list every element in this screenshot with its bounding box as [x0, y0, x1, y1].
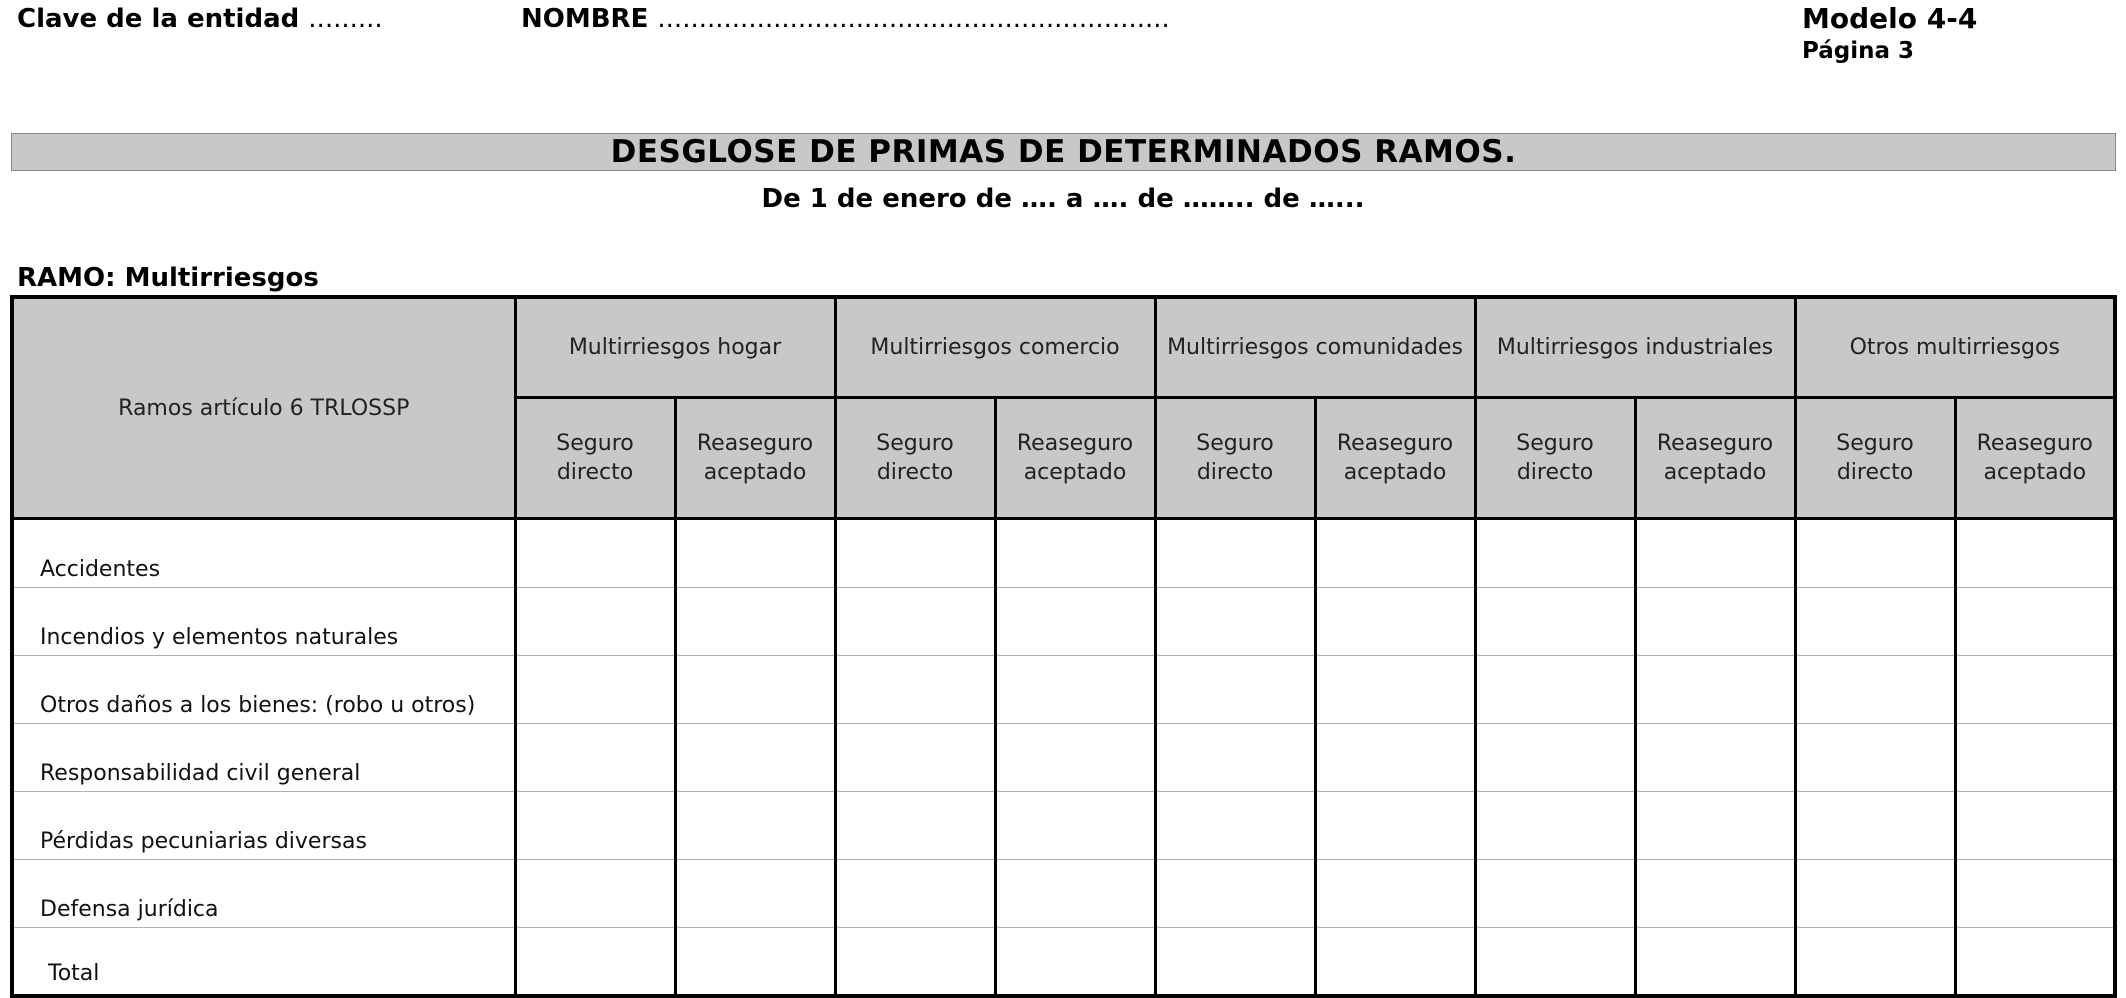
value-cell[interactable]	[1155, 588, 1315, 656]
value-cell[interactable]	[675, 928, 835, 997]
modelo-label: Modelo 4-4	[1802, 2, 1978, 35]
value-cell[interactable]	[835, 860, 995, 928]
pagina-label: Página 3	[1802, 38, 1915, 64]
row-label: Incendios y elementos naturales	[12, 588, 515, 656]
nombre-label: NOMBRE	[521, 4, 649, 34]
value-cell[interactable]	[1795, 860, 1955, 928]
table-row	[12, 860, 2115, 928]
group-header-hogar: Multirriesgos hogar	[515, 297, 835, 398]
value-cell[interactable]	[1635, 519, 1795, 588]
subheader-seguro-directo: Seguro directo	[1475, 398, 1635, 519]
value-cell[interactable]	[1635, 928, 1795, 997]
value-cell[interactable]	[1155, 656, 1315, 724]
value-cell[interactable]	[995, 656, 1155, 724]
value-cell[interactable]	[1955, 792, 2115, 860]
value-cell[interactable]	[1795, 928, 1955, 997]
total-label: Total	[48, 961, 100, 986]
value-cell[interactable]	[1475, 792, 1635, 860]
value-cell[interactable]	[675, 724, 835, 792]
value-cell[interactable]	[1955, 724, 2115, 792]
table-body	[12, 519, 2115, 997]
value-cell[interactable]	[675, 860, 835, 928]
value-cell[interactable]	[835, 656, 995, 724]
value-cell[interactable]	[1955, 519, 2115, 588]
value-cell[interactable]	[1315, 860, 1475, 928]
page-title: DESGLOSE DE PRIMAS DE DETERMINADOS RAMOS.	[11, 133, 2116, 171]
value-cell[interactable]	[1795, 588, 1955, 656]
total-row	[12, 928, 2115, 997]
value-cell[interactable]	[1635, 860, 1795, 928]
value-cell[interactable]	[1155, 860, 1315, 928]
value-cell[interactable]	[1155, 519, 1315, 588]
primas-table	[10, 295, 2117, 998]
value-cell[interactable]	[1955, 860, 2115, 928]
row-label: Defensa jurídica	[12, 860, 515, 928]
value-cell[interactable]	[515, 519, 675, 588]
table-row	[12, 519, 2115, 588]
group-header-comercio: Multirriesgos comercio	[835, 297, 1155, 398]
value-cell[interactable]	[995, 792, 1155, 860]
value-cell[interactable]	[835, 588, 995, 656]
group-header-industriales: Multirriesgos industriales	[1475, 297, 1795, 398]
nombre-entidad	[521, 4, 1170, 34]
value-cell[interactable]	[1475, 519, 1635, 588]
value-cell[interactable]	[675, 519, 835, 588]
value-cell[interactable]	[1795, 792, 1955, 860]
value-cell[interactable]	[995, 588, 1155, 656]
group-header-otros: Otros multirriesgos	[1795, 297, 2115, 398]
value-cell[interactable]	[1315, 792, 1475, 860]
period-subtitle: De 1 de enero de …. a …. de …….. de …...	[761, 184, 1365, 214]
value-cell[interactable]	[515, 928, 675, 997]
value-cell[interactable]	[1155, 792, 1315, 860]
value-cell[interactable]	[1635, 792, 1795, 860]
row-label: Accidentes	[12, 519, 515, 588]
value-cell[interactable]	[995, 724, 1155, 792]
row-label: Otros daños a los bienes: (robo u otros)	[12, 656, 515, 724]
clave-dots: .........	[308, 4, 383, 34]
clave-entidad	[17, 4, 383, 34]
subheader-reaseguro-aceptado: Reaseguro aceptado	[1635, 398, 1795, 519]
value-cell[interactable]	[675, 656, 835, 724]
value-cell[interactable]	[1315, 519, 1475, 588]
value-cell[interactable]	[675, 792, 835, 860]
ramo-label: RAMO: Multirriesgos	[17, 263, 319, 293]
value-cell[interactable]	[515, 792, 675, 860]
value-cell[interactable]	[995, 928, 1155, 997]
value-cell[interactable]	[1315, 928, 1475, 997]
subheader-seguro-directo: Seguro directo	[1795, 398, 1955, 519]
ramos-header: Ramos artículo 6 TRLOSSP	[12, 297, 515, 519]
row-label: Responsabilidad civil general	[12, 724, 515, 792]
value-cell[interactable]	[1475, 656, 1635, 724]
subheader-seguro-directo: Seguro directo	[835, 398, 995, 519]
value-cell[interactable]	[1635, 724, 1795, 792]
value-cell[interactable]	[1475, 860, 1635, 928]
value-cell[interactable]	[1955, 928, 2115, 997]
value-cell[interactable]	[515, 724, 675, 792]
value-cell[interactable]	[515, 860, 675, 928]
value-cell[interactable]	[1155, 928, 1315, 997]
subheader-reaseguro-aceptado: Reaseguro aceptado	[675, 398, 835, 519]
table-row	[12, 588, 2115, 656]
row-label: Pérdidas pecuniarias diversas	[12, 792, 515, 860]
value-cell[interactable]	[515, 588, 675, 656]
value-cell[interactable]	[1795, 519, 1955, 588]
value-cell[interactable]	[1955, 588, 2115, 656]
subheader-reaseguro-aceptado: Reaseguro aceptado	[1315, 398, 1475, 519]
subheader-reaseguro-aceptado: Reaseguro aceptado	[995, 398, 1155, 519]
subheader-seguro-directo: Seguro directo	[1155, 398, 1315, 519]
subheader-seguro-directo: Seguro directo	[515, 398, 675, 519]
group-header-comunidades: Multirriesgos comunidades	[1155, 297, 1475, 398]
value-cell[interactable]	[835, 519, 995, 588]
value-cell[interactable]	[1475, 928, 1635, 997]
value-cell[interactable]	[835, 792, 995, 860]
value-cell[interactable]	[1635, 656, 1795, 724]
value-cell[interactable]	[1475, 724, 1635, 792]
subheader-reaseguro-aceptado: Reaseguro aceptado	[1955, 398, 2115, 519]
value-cell[interactable]	[1795, 656, 1955, 724]
clave-label: Clave de la entidad	[17, 4, 300, 34]
value-cell[interactable]	[1955, 656, 2115, 724]
value-cell[interactable]	[1475, 588, 1635, 656]
value-cell[interactable]	[675, 588, 835, 656]
table-row	[12, 724, 2115, 792]
table-row	[12, 656, 2115, 724]
value-cell[interactable]	[515, 656, 675, 724]
value-cell[interactable]	[1635, 588, 1795, 656]
value-cell[interactable]	[995, 519, 1155, 588]
value-cell[interactable]	[1315, 588, 1475, 656]
value-cell[interactable]	[1315, 724, 1475, 792]
value-cell[interactable]	[1795, 724, 1955, 792]
table-row	[12, 792, 2115, 860]
value-cell[interactable]	[1155, 724, 1315, 792]
nombre-dots: ..............................................................	[657, 4, 1170, 34]
value-cell[interactable]	[1315, 656, 1475, 724]
value-cell[interactable]	[995, 860, 1155, 928]
value-cell[interactable]	[835, 724, 995, 792]
value-cell[interactable]	[835, 928, 995, 997]
